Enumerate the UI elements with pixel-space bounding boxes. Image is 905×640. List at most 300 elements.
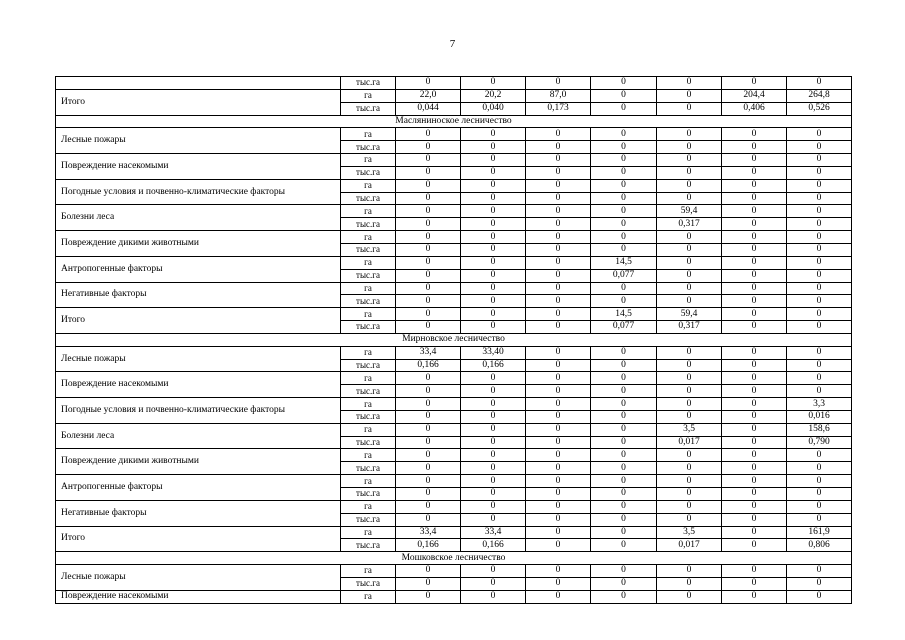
row-label [56, 77, 341, 90]
unit-cell: тыс.га [341, 488, 396, 501]
table-row [56, 308, 852, 321]
value-cell: 0 [396, 488, 461, 501]
value-cell: 0 [722, 449, 787, 462]
value-cell: 0 [396, 590, 461, 603]
value-cell: 0 [591, 410, 657, 423]
unit-cell: тыс.га [341, 577, 396, 590]
value-cell: 0 [461, 385, 526, 398]
value-cell: 0 [461, 128, 526, 141]
unit-cell: тыс.га [341, 410, 396, 423]
value-cell: 0 [396, 410, 461, 423]
unit-cell: га [341, 256, 396, 269]
value-cell: 0 [787, 205, 852, 218]
table-row [56, 423, 852, 436]
value-cell: 158,6 [787, 423, 852, 436]
row-label: Антропогенные факторы [56, 475, 341, 501]
value-cell: 0 [396, 436, 461, 449]
value-cell: 0 [591, 500, 657, 513]
value-cell: 20,2 [461, 89, 526, 102]
unit-cell: тыс.га [341, 385, 396, 398]
value-cell: 0 [461, 192, 526, 205]
row-label: Повреждение насекомыми [56, 590, 341, 603]
value-cell: 0 [657, 488, 722, 501]
value-cell: 0 [722, 192, 787, 205]
value-cell: 0 [396, 179, 461, 192]
value-cell: 0 [722, 565, 787, 578]
value-cell: 0 [461, 166, 526, 179]
unit-cell: тыс.га [341, 102, 396, 115]
unit-cell: га [341, 475, 396, 488]
row-label: Лесные пожары [56, 128, 341, 154]
section-title: Мошковское лесничество [56, 552, 852, 565]
value-cell: 0 [396, 282, 461, 295]
value-cell: 0 [591, 346, 657, 359]
value-cell: 0 [461, 423, 526, 436]
value-cell: 0 [461, 179, 526, 192]
value-cell: 0 [461, 205, 526, 218]
value-cell: 0,317 [657, 321, 722, 334]
value-cell: 0 [526, 410, 591, 423]
section-title: Масляниноское лесничество [56, 115, 852, 128]
value-cell: 0 [722, 282, 787, 295]
unit-cell: тыс.га [341, 269, 396, 282]
section-header-row [56, 333, 852, 346]
unit-cell: га [341, 282, 396, 295]
forest-damage-table [55, 76, 852, 604]
value-cell: 59,4 [657, 205, 722, 218]
value-cell: 59,4 [657, 308, 722, 321]
table-row [56, 89, 852, 102]
unit-cell: га [341, 128, 396, 141]
value-cell: 0 [591, 436, 657, 449]
unit-cell: га [341, 500, 396, 513]
value-cell: 0 [657, 590, 722, 603]
value-cell: 0 [591, 423, 657, 436]
value-cell: 0 [722, 128, 787, 141]
value-cell: 0,166 [461, 539, 526, 552]
value-cell: 0 [396, 218, 461, 231]
table-row [56, 475, 852, 488]
table-row [56, 179, 852, 192]
value-cell: 0 [526, 359, 591, 372]
row-label: Повреждение дикими животными [56, 449, 341, 475]
value-cell: 0 [461, 449, 526, 462]
value-cell: 0 [526, 372, 591, 385]
value-cell: 0,806 [787, 539, 852, 552]
value-cell: 0 [787, 192, 852, 205]
value-cell: 0 [591, 513, 657, 526]
value-cell: 0 [787, 218, 852, 231]
value-cell: 0 [461, 475, 526, 488]
value-cell: 0 [396, 372, 461, 385]
value-cell: 0 [396, 166, 461, 179]
value-cell: 0,406 [722, 102, 787, 115]
row-label: Лесные пожары [56, 346, 341, 372]
value-cell: 0 [461, 308, 526, 321]
unit-cell: тыс.га [341, 321, 396, 334]
value-cell: 3,3 [787, 398, 852, 411]
value-cell: 0 [526, 77, 591, 90]
value-cell: 0 [657, 577, 722, 590]
unit-cell: га [341, 154, 396, 167]
value-cell: 0 [591, 526, 657, 539]
value-cell: 0 [722, 590, 787, 603]
value-cell: 0 [526, 166, 591, 179]
value-cell: 0 [657, 243, 722, 256]
value-cell: 0 [787, 321, 852, 334]
value-cell: 0 [526, 128, 591, 141]
unit-cell: га [341, 308, 396, 321]
value-cell: 0 [396, 192, 461, 205]
unit-cell: га [341, 89, 396, 102]
value-cell: 0 [461, 565, 526, 578]
value-cell: 0 [722, 179, 787, 192]
value-cell: 0 [526, 590, 591, 603]
value-cell: 0 [722, 346, 787, 359]
value-cell: 0 [657, 565, 722, 578]
value-cell: 0 [526, 436, 591, 449]
unit-cell: тыс.га [341, 359, 396, 372]
unit-cell: га [341, 565, 396, 578]
value-cell: 0 [787, 154, 852, 167]
value-cell: 0 [657, 154, 722, 167]
value-cell: 0 [787, 500, 852, 513]
row-label: Итого [56, 526, 341, 552]
value-cell: 0,016 [787, 410, 852, 423]
value-cell: 0 [461, 462, 526, 475]
value-cell: 0,044 [396, 102, 461, 115]
value-cell: 0 [722, 526, 787, 539]
table-row [56, 231, 852, 244]
value-cell: 0 [787, 513, 852, 526]
value-cell: 0 [526, 462, 591, 475]
value-cell: 0 [722, 205, 787, 218]
value-cell: 0 [722, 359, 787, 372]
value-cell: 0 [461, 513, 526, 526]
value-cell: 0 [722, 243, 787, 256]
value-cell: 0 [396, 243, 461, 256]
value-cell: 0 [591, 89, 657, 102]
value-cell: 0 [396, 385, 461, 398]
value-cell: 0 [657, 269, 722, 282]
value-cell: 0 [722, 462, 787, 475]
row-label: Повреждение насекомыми [56, 154, 341, 180]
section-header-row [56, 552, 852, 565]
unit-cell: тыс.га [341, 539, 396, 552]
value-cell: 0 [591, 359, 657, 372]
value-cell: 0 [526, 577, 591, 590]
value-cell: 0 [787, 590, 852, 603]
value-cell: 0 [396, 141, 461, 154]
value-cell: 0 [722, 410, 787, 423]
value-cell: 0 [461, 410, 526, 423]
value-cell: 0,317 [657, 218, 722, 231]
table-row [56, 526, 852, 539]
value-cell: 0 [657, 398, 722, 411]
value-cell: 0 [591, 102, 657, 115]
value-cell: 0 [591, 166, 657, 179]
value-cell: 0 [591, 398, 657, 411]
value-cell: 0 [657, 385, 722, 398]
value-cell: 0 [657, 475, 722, 488]
unit-cell: га [341, 372, 396, 385]
table-row [56, 77, 852, 90]
value-cell: 0 [396, 256, 461, 269]
value-cell: 0 [787, 475, 852, 488]
value-cell: 0 [657, 128, 722, 141]
value-cell: 0 [526, 526, 591, 539]
value-cell: 0 [722, 231, 787, 244]
value-cell: 14,5 [591, 308, 657, 321]
unit-cell: га [341, 526, 396, 539]
unit-cell: тыс.га [341, 436, 396, 449]
value-cell: 0 [657, 141, 722, 154]
unit-cell: тыс.га [341, 141, 396, 154]
unit-cell: тыс.га [341, 192, 396, 205]
value-cell: 0 [787, 231, 852, 244]
value-cell: 0,526 [787, 102, 852, 115]
value-cell: 0 [461, 269, 526, 282]
value-cell: 0 [787, 462, 852, 475]
value-cell: 0 [461, 243, 526, 256]
value-cell: 33,4 [396, 346, 461, 359]
value-cell: 0 [396, 565, 461, 578]
value-cell: 0 [722, 295, 787, 308]
value-cell: 0,173 [526, 102, 591, 115]
value-cell: 0 [657, 359, 722, 372]
value-cell: 0 [461, 218, 526, 231]
value-cell: 0 [787, 577, 852, 590]
unit-cell: га [341, 179, 396, 192]
value-cell: 0 [461, 282, 526, 295]
value-cell: 0 [526, 346, 591, 359]
value-cell: 0 [526, 256, 591, 269]
value-cell: 0 [591, 154, 657, 167]
value-cell: 0 [657, 372, 722, 385]
value-cell: 0 [591, 128, 657, 141]
value-cell: 0 [591, 295, 657, 308]
value-cell: 0 [396, 513, 461, 526]
value-cell: 0 [722, 423, 787, 436]
value-cell: 0 [722, 154, 787, 167]
value-cell: 0 [591, 565, 657, 578]
value-cell: 0 [787, 77, 852, 90]
table-row [56, 449, 852, 462]
unit-cell: га [341, 346, 396, 359]
value-cell: 0 [526, 475, 591, 488]
value-cell: 33,4 [396, 526, 461, 539]
value-cell: 0 [722, 308, 787, 321]
table-row [56, 256, 852, 269]
section-title: Мирновское лесничество [56, 333, 852, 346]
table-row [56, 128, 852, 141]
value-cell: 0 [591, 282, 657, 295]
unit-cell: тыс.га [341, 295, 396, 308]
value-cell: 0 [461, 77, 526, 90]
value-cell: 0 [657, 513, 722, 526]
unit-cell: тыс.га [341, 77, 396, 90]
row-label: Погодные условия и почвенно-климатические факторы [56, 398, 341, 424]
value-cell: 0 [657, 295, 722, 308]
table-row [56, 372, 852, 385]
value-cell: 0 [787, 282, 852, 295]
value-cell: 0,077 [591, 321, 657, 334]
value-cell: 0 [657, 102, 722, 115]
value-cell: 0 [396, 449, 461, 462]
value-cell: 0 [722, 475, 787, 488]
table-row [56, 154, 852, 167]
value-cell: 0 [396, 231, 461, 244]
value-cell: 33,40 [461, 346, 526, 359]
page-number: 7 [449, 38, 456, 50]
value-cell: 0 [396, 77, 461, 90]
unit-cell: тыс.га [341, 513, 396, 526]
value-cell: 0 [526, 423, 591, 436]
row-label: Болезни леса [56, 205, 341, 231]
value-cell: 0 [396, 321, 461, 334]
value-cell: 0 [461, 488, 526, 501]
value-cell: 0 [722, 256, 787, 269]
unit-cell: тыс.га [341, 243, 396, 256]
unit-cell: га [341, 205, 396, 218]
unit-cell: га [341, 398, 396, 411]
unit-cell: га [341, 231, 396, 244]
unit-cell: га [341, 590, 396, 603]
value-cell: 0,077 [591, 269, 657, 282]
value-cell: 0 [461, 321, 526, 334]
unit-cell: тыс.га [341, 462, 396, 475]
value-cell: 0 [526, 282, 591, 295]
value-cell: 0 [396, 308, 461, 321]
value-cell: 0 [461, 256, 526, 269]
value-cell: 0 [526, 539, 591, 552]
value-cell: 0 [526, 385, 591, 398]
value-cell: 0 [591, 539, 657, 552]
unit-cell: тыс.га [341, 166, 396, 179]
value-cell: 0 [591, 218, 657, 231]
value-cell: 0 [396, 269, 461, 282]
value-cell: 0 [722, 539, 787, 552]
value-cell: 33,4 [461, 526, 526, 539]
value-cell: 204,4 [722, 89, 787, 102]
value-cell: 0,790 [787, 436, 852, 449]
value-cell: 0 [657, 449, 722, 462]
value-cell: 0 [591, 475, 657, 488]
value-cell: 0 [526, 565, 591, 578]
value-cell: 3,5 [657, 423, 722, 436]
value-cell: 0 [591, 385, 657, 398]
value-cell: 0 [461, 372, 526, 385]
value-cell: 0 [722, 385, 787, 398]
value-cell: 0 [526, 192, 591, 205]
value-cell: 0 [526, 308, 591, 321]
value-cell: 161,9 [787, 526, 852, 539]
value-cell: 0,166 [461, 359, 526, 372]
value-cell: 0 [787, 385, 852, 398]
value-cell: 0 [526, 449, 591, 462]
table-row [56, 282, 852, 295]
value-cell: 0 [722, 398, 787, 411]
value-cell: 0 [722, 321, 787, 334]
value-cell: 0 [526, 398, 591, 411]
value-cell: 0 [591, 462, 657, 475]
table-row [56, 346, 852, 359]
table-body [56, 77, 852, 604]
value-cell: 264,8 [787, 89, 852, 102]
table-row [56, 590, 852, 603]
row-label: Болезни леса [56, 423, 341, 449]
value-cell: 0 [526, 488, 591, 501]
table-row [56, 398, 852, 411]
value-cell: 0 [396, 462, 461, 475]
value-cell: 0 [657, 231, 722, 244]
value-cell: 0 [722, 513, 787, 526]
value-cell: 0 [526, 269, 591, 282]
value-cell: 0 [396, 475, 461, 488]
value-cell: 0 [657, 192, 722, 205]
value-cell: 0 [526, 295, 591, 308]
value-cell: 0 [461, 154, 526, 167]
value-cell: 0 [396, 128, 461, 141]
value-cell: 0,017 [657, 436, 722, 449]
table-row [56, 205, 852, 218]
value-cell: 22,0 [396, 89, 461, 102]
value-cell: 0 [461, 295, 526, 308]
value-cell: 0 [461, 398, 526, 411]
value-cell: 0 [461, 500, 526, 513]
value-cell: 0 [591, 141, 657, 154]
value-cell: 3,5 [657, 526, 722, 539]
value-cell: 14,5 [591, 256, 657, 269]
value-cell: 0 [722, 436, 787, 449]
value-cell: 0 [787, 359, 852, 372]
value-cell: 0 [461, 590, 526, 603]
value-cell: 0 [526, 218, 591, 231]
value-cell: 0 [591, 372, 657, 385]
value-cell: 0 [396, 398, 461, 411]
value-cell: 0 [787, 141, 852, 154]
value-cell: 0 [591, 231, 657, 244]
value-cell: 0 [396, 423, 461, 436]
row-label: Антропогенные факторы [56, 256, 341, 282]
value-cell: 0 [657, 77, 722, 90]
value-cell: 0 [657, 166, 722, 179]
row-label: Повреждение дикими животными [56, 231, 341, 257]
value-cell: 0 [526, 231, 591, 244]
value-cell: 0,017 [657, 539, 722, 552]
value-cell: 0 [722, 269, 787, 282]
value-cell: 0 [526, 179, 591, 192]
value-cell: 0 [722, 77, 787, 90]
value-cell: 0 [396, 154, 461, 167]
value-cell: 0,166 [396, 359, 461, 372]
value-cell: 0 [591, 488, 657, 501]
value-cell: 0 [657, 282, 722, 295]
value-cell: 0,040 [461, 102, 526, 115]
value-cell: 0 [787, 243, 852, 256]
value-cell: 0 [787, 308, 852, 321]
value-cell: 0 [722, 500, 787, 513]
value-cell: 0 [787, 449, 852, 462]
value-cell: 0 [396, 295, 461, 308]
value-cell: 0 [657, 462, 722, 475]
unit-cell: га [341, 449, 396, 462]
unit-cell: тыс.га [341, 218, 396, 231]
value-cell: 0 [787, 179, 852, 192]
value-cell: 0 [396, 500, 461, 513]
value-cell: 0 [461, 141, 526, 154]
value-cell: 0 [591, 192, 657, 205]
